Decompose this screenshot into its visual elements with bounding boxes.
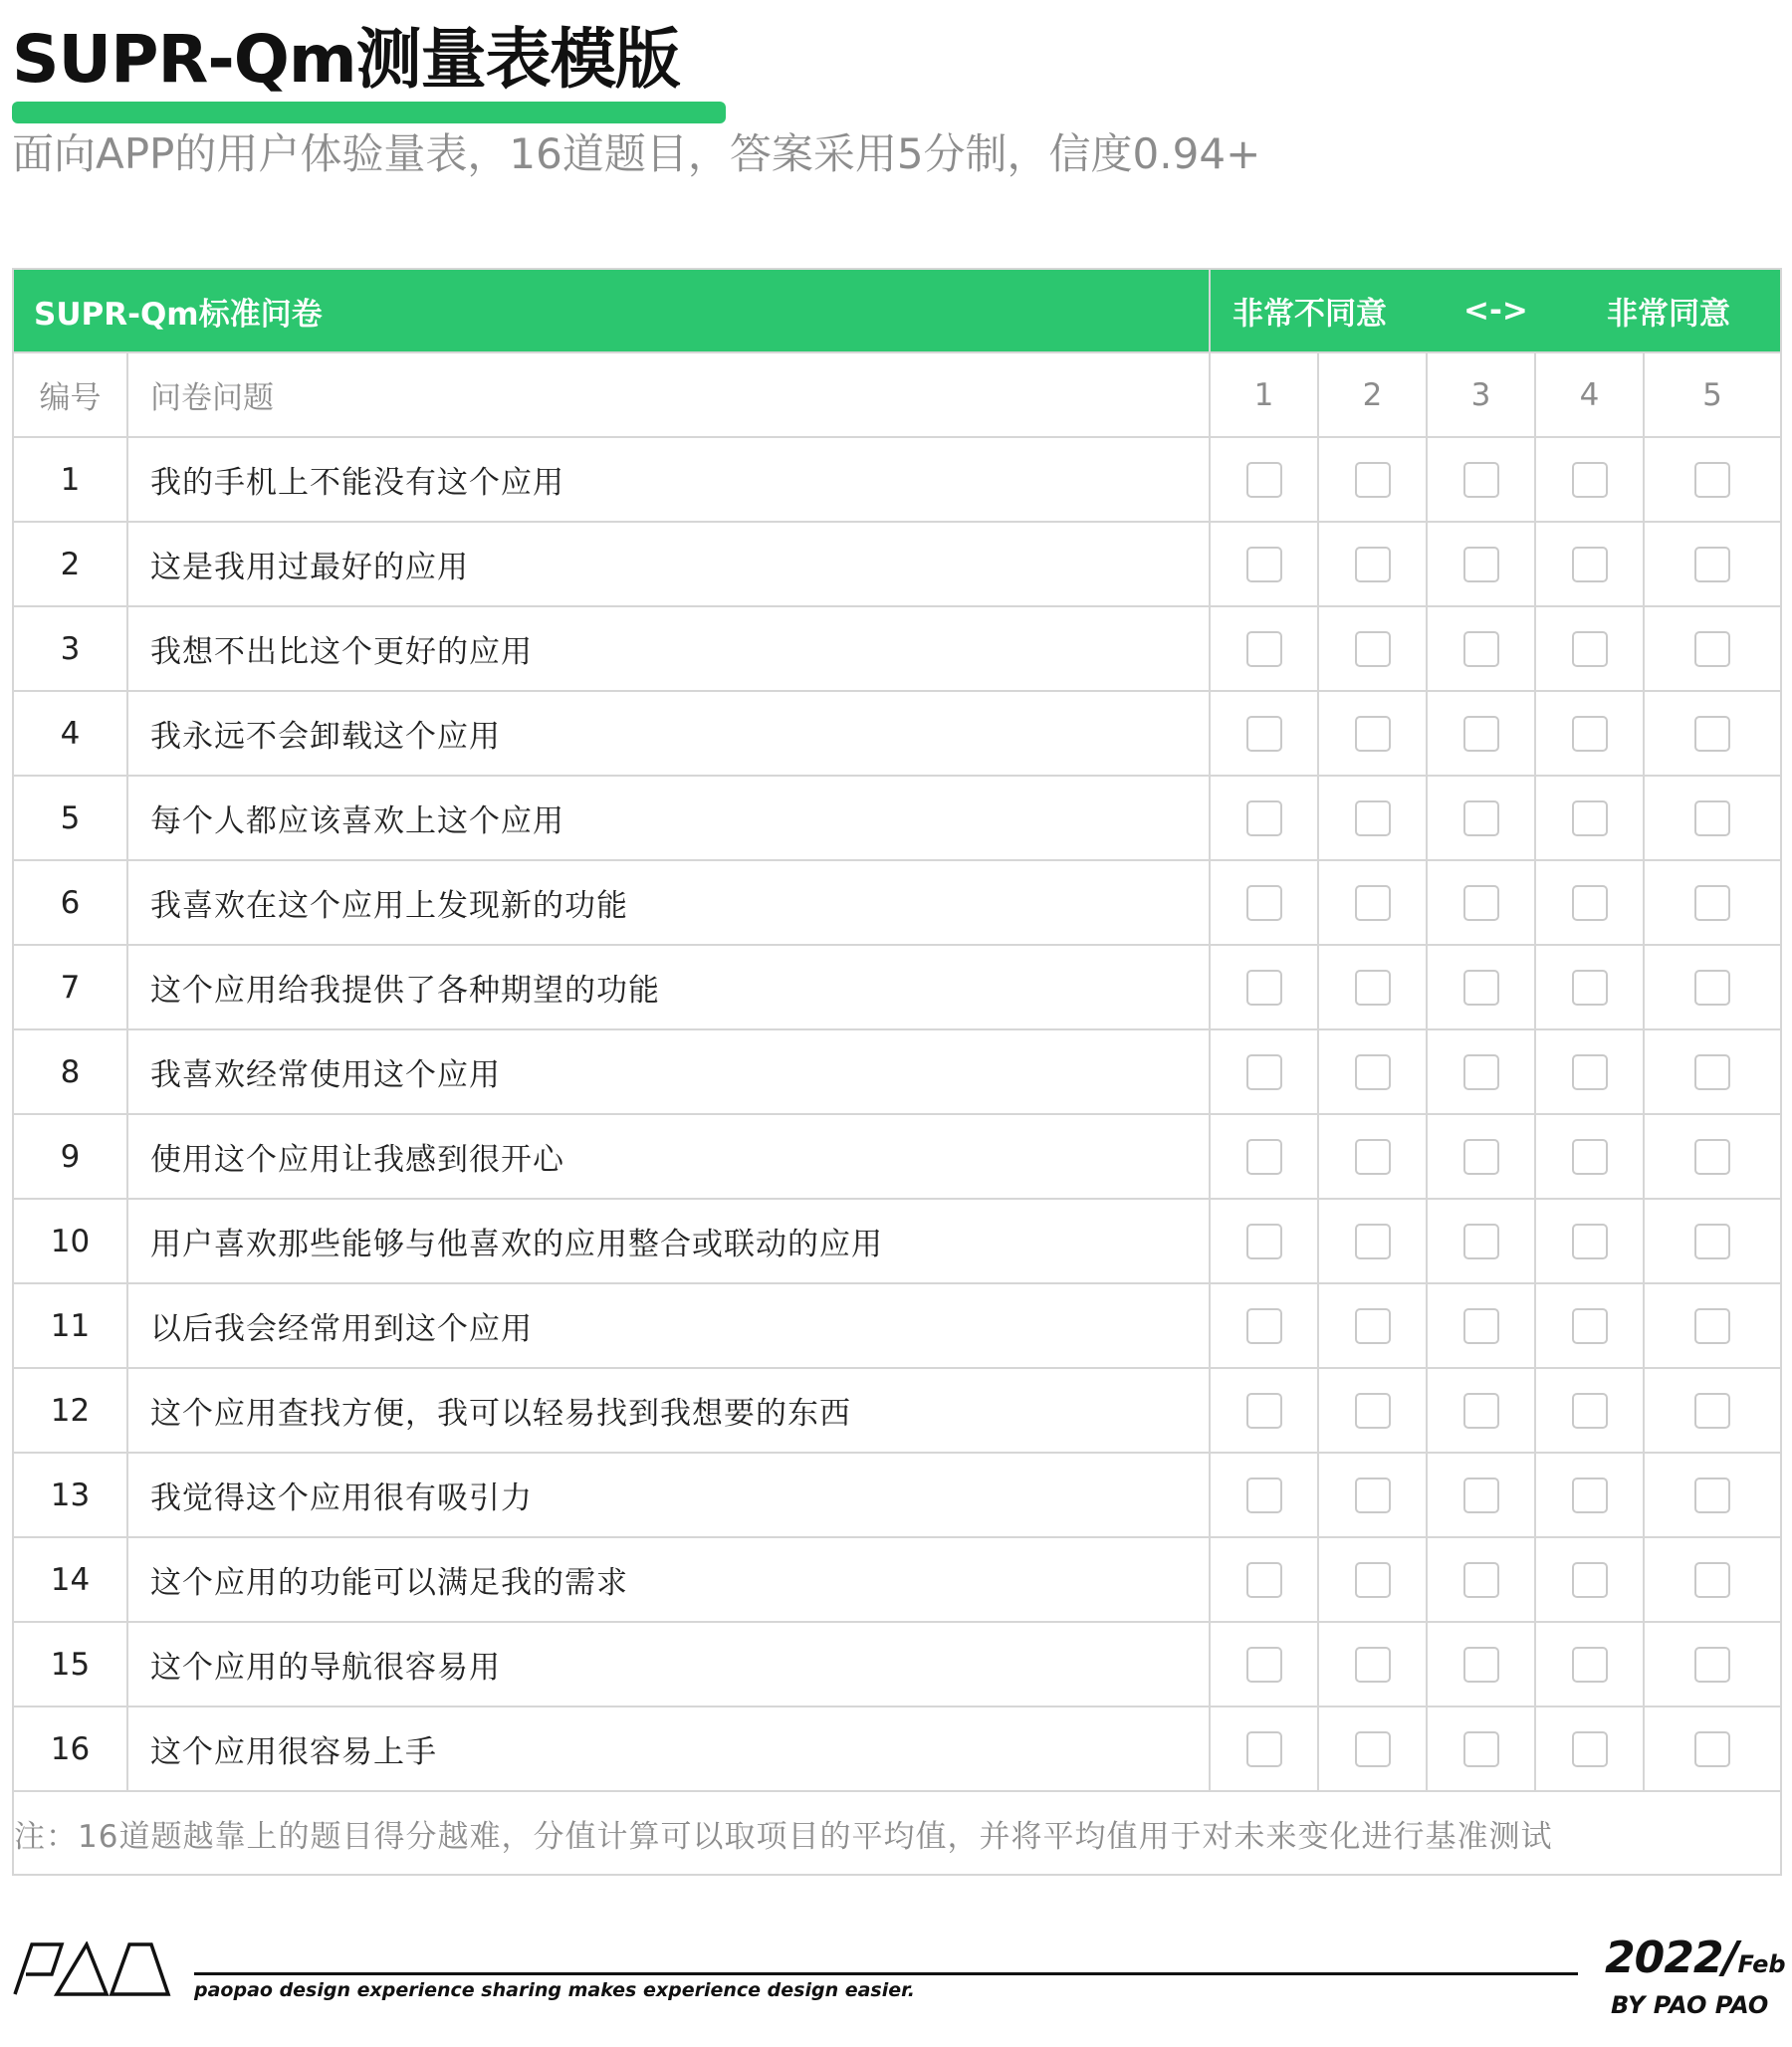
question-text: 我喜欢经常使用这个应用 xyxy=(127,1029,1210,1114)
score-cell-4 xyxy=(1535,1029,1644,1114)
footer-divider xyxy=(194,1972,1578,1975)
score-cell-5 xyxy=(1644,776,1781,860)
score-checkbox-2[interactable] xyxy=(1355,716,1391,752)
score-checkbox-3[interactable] xyxy=(1463,1731,1499,1767)
score-cell-4 xyxy=(1535,691,1644,776)
score-checkbox-1[interactable] xyxy=(1246,631,1282,667)
score-checkbox-2[interactable] xyxy=(1355,1308,1391,1344)
score-checkbox-1[interactable] xyxy=(1246,800,1282,836)
score-checkbox-3[interactable] xyxy=(1463,1224,1499,1259)
scale-right-label: 非常同意 xyxy=(1607,296,1731,333)
score-cell-4 xyxy=(1535,945,1644,1029)
score-cell-5 xyxy=(1644,860,1781,945)
score-checkbox-3[interactable] xyxy=(1463,1647,1499,1683)
score-checkbox-1[interactable] xyxy=(1246,970,1282,1006)
table-title: SUPR-Qm标准问卷 xyxy=(13,269,1210,352)
score-checkbox-5[interactable] xyxy=(1694,1731,1730,1767)
table-row xyxy=(13,691,1781,776)
score-checkbox-5[interactable] xyxy=(1694,885,1730,921)
score-checkbox-2[interactable] xyxy=(1355,1139,1391,1175)
question-number: 9 xyxy=(13,1114,127,1199)
score-cell-2 xyxy=(1318,1453,1427,1537)
score-cell-2 xyxy=(1318,606,1427,691)
score-checkbox-5[interactable] xyxy=(1694,1562,1730,1598)
score-cell-4 xyxy=(1535,437,1644,522)
score-cell-4 xyxy=(1535,1537,1644,1622)
score-cell-4 xyxy=(1535,1114,1644,1199)
score-checkbox-4[interactable] xyxy=(1572,970,1608,1006)
score-checkbox-3[interactable] xyxy=(1463,970,1499,1006)
score-checkbox-1[interactable] xyxy=(1246,716,1282,752)
score-checkbox-2[interactable] xyxy=(1355,547,1391,582)
footer-month: Feb xyxy=(1737,1950,1786,1978)
score-checkbox-2[interactable] xyxy=(1355,1731,1391,1767)
score-checkbox-3[interactable] xyxy=(1463,1308,1499,1344)
score-cell-3 xyxy=(1427,1368,1535,1453)
score-cell-2 xyxy=(1318,945,1427,1029)
score-checkbox-4[interactable] xyxy=(1572,547,1608,582)
survey-table xyxy=(12,268,1782,1876)
score-checkbox-5[interactable] xyxy=(1694,716,1730,752)
score-cell-4 xyxy=(1535,860,1644,945)
score-cell-4 xyxy=(1535,1199,1644,1283)
score-cell-1 xyxy=(1210,606,1318,691)
pao-logo-icon xyxy=(12,1941,171,1997)
table-row xyxy=(13,437,1781,522)
score-cell-5 xyxy=(1644,1368,1781,1453)
score-cell-5 xyxy=(1644,1199,1781,1283)
question-number: 8 xyxy=(13,1029,127,1114)
page-title: SUPR-Qm测量表模版 xyxy=(12,21,680,98)
score-cell-5 xyxy=(1644,945,1781,1029)
score-cell-2 xyxy=(1318,1283,1427,1368)
table-row xyxy=(13,1029,1781,1114)
score-checkbox-3[interactable] xyxy=(1463,716,1499,752)
score-checkbox-2[interactable] xyxy=(1355,631,1391,667)
question-number: 4 xyxy=(13,691,127,776)
table-row xyxy=(13,1368,1781,1453)
score-checkbox-2[interactable] xyxy=(1355,1562,1391,1598)
score-cell-4 xyxy=(1535,1453,1644,1537)
score-cell-2 xyxy=(1318,437,1427,522)
score-checkbox-2[interactable] xyxy=(1355,885,1391,921)
score-cell-5 xyxy=(1644,606,1781,691)
score-checkbox-1[interactable] xyxy=(1246,547,1282,582)
score-checkbox-1[interactable] xyxy=(1246,462,1282,498)
score-cell-5 xyxy=(1644,1706,1781,1791)
score-checkbox-3[interactable] xyxy=(1463,800,1499,836)
table-row xyxy=(13,776,1781,860)
scale-header xyxy=(1210,269,1781,352)
score-cell-3 xyxy=(1427,437,1535,522)
page-subtitle: 面向APP的用户体验量表，16道题目，答案采用5分制，信度0.94+ xyxy=(12,129,1261,178)
score-cell-5 xyxy=(1644,437,1781,522)
score-cell-4 xyxy=(1535,522,1644,606)
question-text: 每个人都应该喜欢上这个应用 xyxy=(127,776,1210,860)
question-text: 这个应用给我提供了各种期望的功能 xyxy=(127,945,1210,1029)
score-cell-1 xyxy=(1210,945,1318,1029)
table-row xyxy=(13,606,1781,691)
score-cell-5 xyxy=(1644,1453,1781,1537)
score-checkbox-2[interactable] xyxy=(1355,970,1391,1006)
question-text: 以后我会经常用到这个应用 xyxy=(127,1283,1210,1368)
score-cell-3 xyxy=(1427,1706,1535,1791)
score-cell-2 xyxy=(1318,522,1427,606)
score-cell-3 xyxy=(1427,691,1535,776)
question-number: 12 xyxy=(13,1368,127,1453)
score-cell-2 xyxy=(1318,1706,1427,1791)
table-row xyxy=(13,860,1781,945)
footer-year: 2022/ xyxy=(1605,1933,1738,1983)
score-checkbox-4[interactable] xyxy=(1572,1393,1608,1429)
table-row xyxy=(13,1706,1781,1791)
score-checkbox-5[interactable] xyxy=(1694,1478,1730,1513)
question-number: 11 xyxy=(13,1283,127,1368)
score-checkbox-2[interactable] xyxy=(1355,1224,1391,1259)
note-row xyxy=(13,1791,1781,1875)
score-checkbox-1[interactable] xyxy=(1246,1139,1282,1175)
score-checkbox-1[interactable] xyxy=(1246,1478,1282,1513)
score-checkbox-4[interactable] xyxy=(1572,1224,1608,1259)
question-number: 13 xyxy=(13,1453,127,1537)
score-cell-1 xyxy=(1210,1029,1318,1114)
score-checkbox-4[interactable] xyxy=(1572,1054,1608,1090)
score-cell-2 xyxy=(1318,691,1427,776)
score-cell-4 xyxy=(1535,606,1644,691)
pao-logo xyxy=(12,1941,171,2001)
score-checkbox-4[interactable] xyxy=(1572,1478,1608,1513)
score-checkbox-4[interactable] xyxy=(1572,1562,1608,1598)
score-cell-5 xyxy=(1644,1114,1781,1199)
score-checkbox-1[interactable] xyxy=(1246,1731,1282,1767)
score-checkbox-3[interactable] xyxy=(1463,1393,1499,1429)
score-cell-3 xyxy=(1427,1029,1535,1114)
score-cell-1 xyxy=(1210,1199,1318,1283)
score-checkbox-1[interactable] xyxy=(1246,1308,1282,1344)
score-checkbox-3[interactable] xyxy=(1463,1054,1499,1090)
question-text: 我永远不会卸载这个应用 xyxy=(127,691,1210,776)
score-checkbox-5[interactable] xyxy=(1694,800,1730,836)
score-checkbox-3[interactable] xyxy=(1463,631,1499,667)
score-checkbox-5[interactable] xyxy=(1694,1647,1730,1683)
table-row xyxy=(13,522,1781,606)
score-cell-4 xyxy=(1535,776,1644,860)
score-checkbox-3[interactable] xyxy=(1463,885,1499,921)
score-checkbox-5[interactable] xyxy=(1694,1139,1730,1175)
score-cell-1 xyxy=(1210,522,1318,606)
scale-mid-label: <-> xyxy=(1463,293,1528,329)
score-checkbox-4[interactable] xyxy=(1572,462,1608,498)
question-number: 16 xyxy=(13,1706,127,1791)
score-checkbox-4[interactable] xyxy=(1572,1139,1608,1175)
score-checkbox-1[interactable] xyxy=(1246,1562,1282,1598)
col-header-score-1: 1 xyxy=(1210,352,1318,437)
col-header-number: 编号 xyxy=(13,352,127,437)
score-cell-5 xyxy=(1644,1029,1781,1114)
footer-tagline: paopao design experience sharing makes experience design easier. xyxy=(194,1979,916,2001)
score-cell-2 xyxy=(1318,776,1427,860)
score-cell-3 xyxy=(1427,945,1535,1029)
score-checkbox-5[interactable] xyxy=(1694,547,1730,582)
title-block xyxy=(12,18,680,102)
question-text: 使用这个应用让我感到很开心 xyxy=(127,1114,1210,1199)
score-checkbox-3[interactable] xyxy=(1463,462,1499,498)
score-checkbox-4[interactable] xyxy=(1572,1308,1608,1344)
question-text: 我喜欢在这个应用上发现新的功能 xyxy=(127,860,1210,945)
question-text: 这个应用查找方便，我可以轻易找到我想要的东西 xyxy=(127,1368,1210,1453)
question-number: 2 xyxy=(13,522,127,606)
score-cell-3 xyxy=(1427,606,1535,691)
table-row xyxy=(13,1199,1781,1283)
score-checkbox-2[interactable] xyxy=(1355,800,1391,836)
score-checkbox-3[interactable] xyxy=(1463,547,1499,582)
score-checkbox-5[interactable] xyxy=(1694,1224,1730,1259)
score-checkbox-5[interactable] xyxy=(1694,1393,1730,1429)
score-checkbox-2[interactable] xyxy=(1355,1647,1391,1683)
score-checkbox-4[interactable] xyxy=(1572,1731,1608,1767)
score-cell-1 xyxy=(1210,1537,1318,1622)
question-number: 7 xyxy=(13,945,127,1029)
question-number: 14 xyxy=(13,1537,127,1622)
score-cell-5 xyxy=(1644,522,1781,606)
question-number: 1 xyxy=(13,437,127,522)
table-row xyxy=(13,1283,1781,1368)
score-cell-2 xyxy=(1318,1114,1427,1199)
col-header-score-4: 4 xyxy=(1535,352,1644,437)
score-cell-2 xyxy=(1318,1537,1427,1622)
score-cell-3 xyxy=(1427,522,1535,606)
score-cell-5 xyxy=(1644,1537,1781,1622)
col-header-question: 问卷问题 xyxy=(127,352,1210,437)
score-checkbox-2[interactable] xyxy=(1355,1054,1391,1090)
score-cell-1 xyxy=(1210,860,1318,945)
score-checkbox-4[interactable] xyxy=(1572,1647,1608,1683)
note-text: 注：16道题越靠上的题目得分越难，分值计算可以取项目的平均值，并将平均值用于对未来变化进行基准测试 xyxy=(13,1791,1781,1875)
score-checkbox-5[interactable] xyxy=(1694,1054,1730,1090)
score-checkbox-4[interactable] xyxy=(1572,885,1608,921)
score-cell-3 xyxy=(1427,1537,1535,1622)
score-checkbox-2[interactable] xyxy=(1355,462,1391,498)
score-cell-1 xyxy=(1210,1453,1318,1537)
footer-date xyxy=(1605,1935,1786,1990)
question-number: 6 xyxy=(13,860,127,945)
col-header-score-2: 2 xyxy=(1318,352,1427,437)
score-checkbox-1[interactable] xyxy=(1246,1224,1282,1259)
score-cell-1 xyxy=(1210,1622,1318,1706)
score-cell-2 xyxy=(1318,1029,1427,1114)
score-checkbox-1[interactable] xyxy=(1246,1393,1282,1429)
score-checkbox-3[interactable] xyxy=(1463,1562,1499,1598)
question-text: 这个应用的功能可以满足我的需求 xyxy=(127,1537,1210,1622)
score-cell-4 xyxy=(1535,1706,1644,1791)
score-cell-2 xyxy=(1318,1368,1427,1453)
question-text: 我觉得这个应用很有吸引力 xyxy=(127,1453,1210,1537)
table-row xyxy=(13,1114,1781,1199)
score-checkbox-1[interactable] xyxy=(1246,1054,1282,1090)
score-cell-5 xyxy=(1644,1622,1781,1706)
score-checkbox-1[interactable] xyxy=(1246,885,1282,921)
score-cell-5 xyxy=(1644,691,1781,776)
table-row xyxy=(13,1453,1781,1537)
question-text: 我想不出比这个更好的应用 xyxy=(127,606,1210,691)
score-checkbox-4[interactable] xyxy=(1572,716,1608,752)
question-text: 这是我用过最好的应用 xyxy=(127,522,1210,606)
score-checkbox-2[interactable] xyxy=(1355,1393,1391,1429)
score-cell-1 xyxy=(1210,1283,1318,1368)
col-header-score-3: 3 xyxy=(1427,352,1535,437)
score-cell-2 xyxy=(1318,860,1427,945)
question-number: 3 xyxy=(13,606,127,691)
score-checkbox-4[interactable] xyxy=(1572,800,1608,836)
score-cell-3 xyxy=(1427,1199,1535,1283)
score-cell-1 xyxy=(1210,1706,1318,1791)
title-underline xyxy=(12,102,726,123)
question-number: 15 xyxy=(13,1622,127,1706)
score-cell-3 xyxy=(1427,1453,1535,1537)
question-text: 用户喜欢那些能够与他喜欢的应用整合或联动的应用 xyxy=(127,1199,1210,1283)
score-checkbox-3[interactable] xyxy=(1463,1478,1499,1513)
footer-byline: BY PAO PAO xyxy=(1611,1991,1769,2019)
table-row xyxy=(13,1622,1781,1706)
score-cell-2 xyxy=(1318,1199,1427,1283)
score-cell-4 xyxy=(1535,1368,1644,1453)
score-cell-4 xyxy=(1535,1283,1644,1368)
score-cell-2 xyxy=(1318,1622,1427,1706)
question-text: 这个应用的导航很容易用 xyxy=(127,1622,1210,1706)
question-number: 5 xyxy=(13,776,127,860)
score-cell-4 xyxy=(1535,1622,1644,1706)
score-checkbox-3[interactable] xyxy=(1463,1139,1499,1175)
score-cell-1 xyxy=(1210,691,1318,776)
score-cell-1 xyxy=(1210,776,1318,860)
table-header-row xyxy=(13,269,1781,352)
score-checkbox-5[interactable] xyxy=(1694,1308,1730,1344)
score-checkbox-4[interactable] xyxy=(1572,631,1608,667)
score-cell-3 xyxy=(1427,1283,1535,1368)
table-row xyxy=(13,945,1781,1029)
score-checkbox-2[interactable] xyxy=(1355,1478,1391,1513)
score-checkbox-1[interactable] xyxy=(1246,1647,1282,1683)
score-cell-3 xyxy=(1427,860,1535,945)
score-cell-1 xyxy=(1210,437,1318,522)
col-header-score-5: 5 xyxy=(1644,352,1781,437)
score-cell-3 xyxy=(1427,776,1535,860)
score-cell-1 xyxy=(1210,1114,1318,1199)
question-text: 我的手机上不能没有这个应用 xyxy=(127,437,1210,522)
column-header-row xyxy=(13,352,1781,437)
scale-left-label: 非常不同意 xyxy=(1232,296,1387,333)
score-cell-3 xyxy=(1427,1622,1535,1706)
score-checkbox-5[interactable] xyxy=(1694,631,1730,667)
score-checkbox-5[interactable] xyxy=(1694,970,1730,1006)
question-number: 10 xyxy=(13,1199,127,1283)
table-row xyxy=(13,1537,1781,1622)
score-checkbox-5[interactable] xyxy=(1694,462,1730,498)
score-cell-5 xyxy=(1644,1283,1781,1368)
score-cell-1 xyxy=(1210,1368,1318,1453)
score-cell-3 xyxy=(1427,1114,1535,1199)
question-text: 这个应用很容易上手 xyxy=(127,1706,1210,1791)
